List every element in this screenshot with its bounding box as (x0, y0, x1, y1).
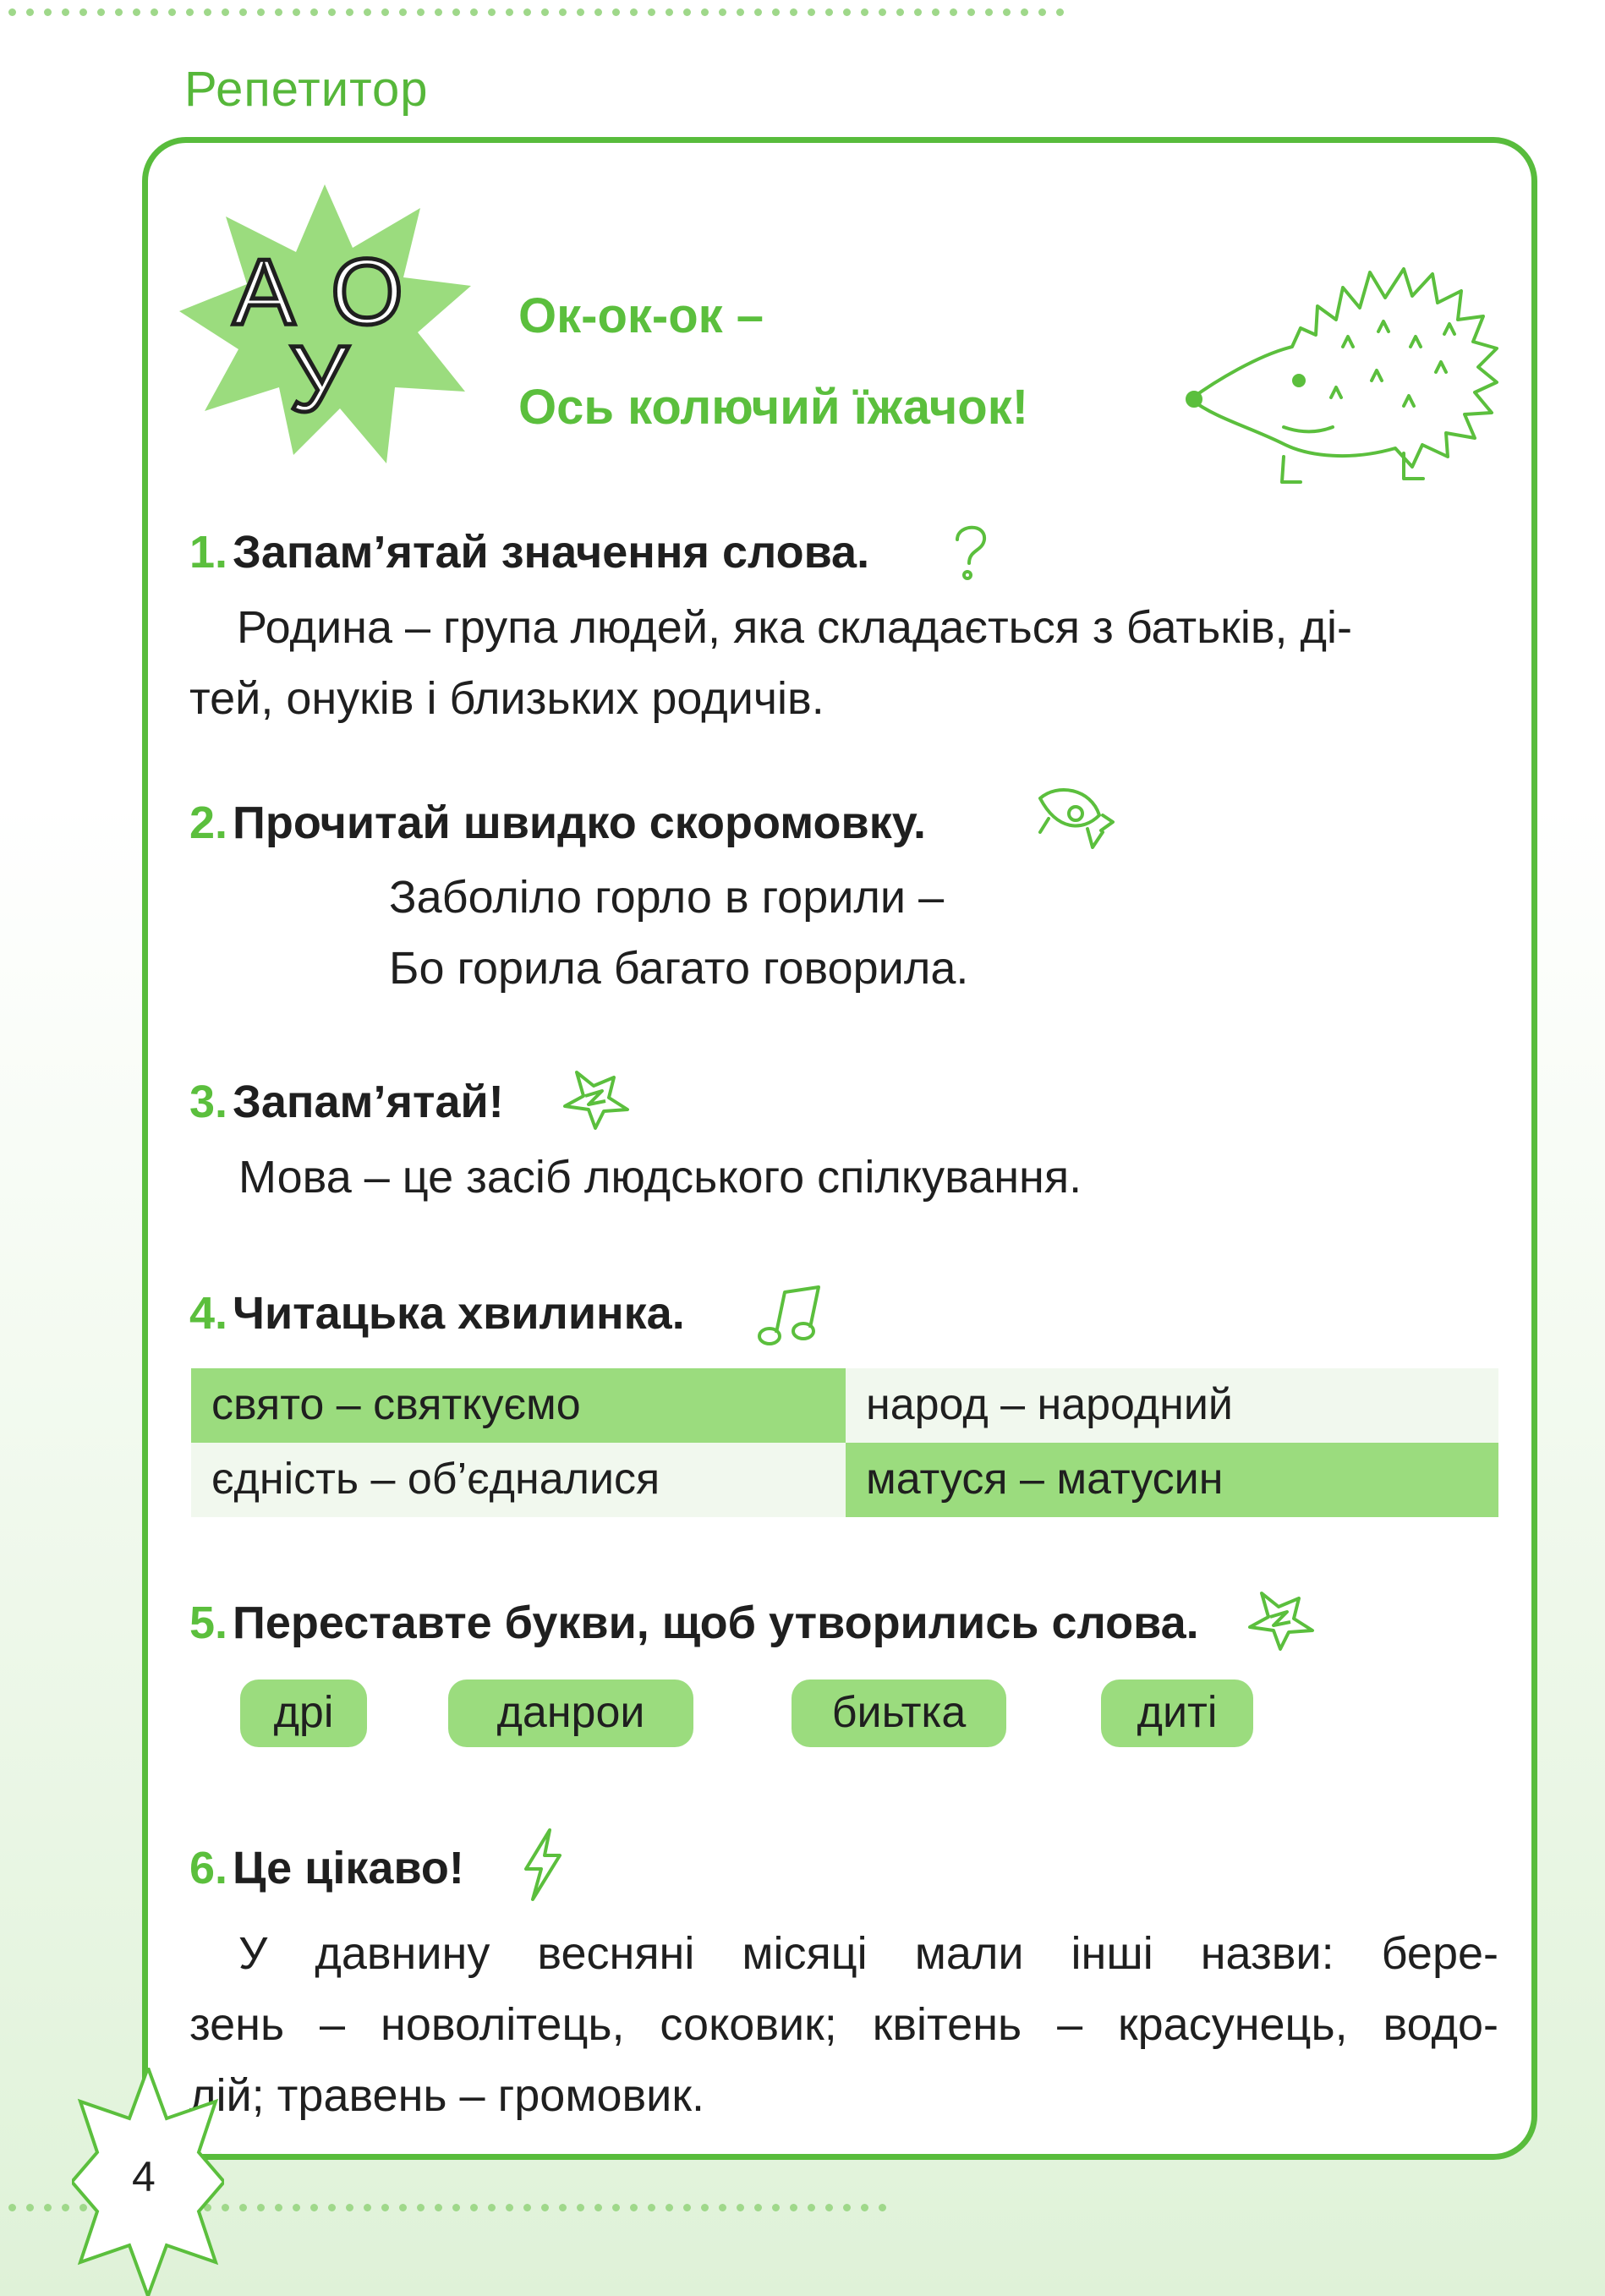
task-1-text-line-2: тей, онуків і близьких родичів. (189, 673, 824, 724)
poem-line-1: Ок-ок-ок – (518, 288, 764, 343)
task-3-number: 3. (189, 1077, 228, 1127)
task-4-number: 4. (189, 1288, 228, 1339)
task-1-title-text: Запам’ятай значення слова. (233, 527, 870, 578)
star-icon (1245, 1588, 1316, 1652)
poem-line-2: Ось колючий їжачок! (518, 380, 1029, 435)
task-2-number: 2. (189, 797, 228, 848)
badge-letter-o: О (331, 240, 403, 344)
task-3-title (189, 1076, 504, 1128)
tongue-twister-line-1: Заболіло горло в горили – (389, 872, 945, 923)
question-icon (949, 521, 991, 582)
task-5-number: 5. (189, 1597, 228, 1648)
hedgehog-icon (1182, 254, 1504, 490)
task-5-title-text: Переставте букви, щоб утворились слова. (233, 1597, 1199, 1648)
music-note-icon (756, 1284, 827, 1348)
scrambled-word: биьтка (792, 1680, 1006, 1747)
top-dotted-border (8, 8, 1108, 17)
vowels-star-badge (179, 184, 471, 463)
task-2-title (189, 797, 926, 849)
scrambled-word: диті (1101, 1680, 1253, 1747)
badge-letter-a: А (233, 240, 295, 344)
scrambled-word: дрі (240, 1680, 367, 1747)
task-4-title-text: Читацька хвилинка. (233, 1288, 685, 1339)
task-6-number: 6. (189, 1843, 228, 1893)
task-4-title (189, 1287, 685, 1340)
lightning-icon (519, 1827, 567, 1903)
task-1-title (189, 526, 869, 578)
task-6-title-text: Це цікаво! (233, 1843, 464, 1893)
task-1-number: 1. (189, 527, 228, 578)
task-3-title-text: Запам’ятай! (233, 1077, 504, 1127)
task-6-text-line-2: зень – новолітець, соковик; квітень – красунець, водо- (189, 1999, 1498, 2050)
tongue-twister-line-2: Бо горила багато говорила. (389, 943, 969, 994)
task-3-text: Мова – це засіб людського спілкування. (238, 1152, 1082, 1203)
task-6-text-line-3: лій; травень – громовик. (189, 2070, 704, 2121)
task-6-text-line-1: У давнину весняні місяці мали інші назви: бере- (238, 1928, 1498, 1979)
task-1-text-line-1: Родина – група людей, яка складається з батьків, ді- (237, 602, 1353, 653)
star-icon (560, 1067, 631, 1132)
badge-letter-u: У (289, 327, 348, 431)
task-5-title (189, 1597, 1199, 1649)
word-pair-cell: матуся – матусин (846, 1443, 1498, 1517)
word-pair-cell: єдність – об’єдналися (191, 1443, 846, 1517)
page-number: 4 (132, 2153, 156, 2200)
task-6-title (189, 1842, 464, 1894)
header-title: Репетитор (184, 62, 429, 117)
scrambled-word: данрои (448, 1680, 693, 1747)
word-pair-cell: народ – народний (846, 1368, 1498, 1443)
word-pair-cell: свято – святкуємо (191, 1368, 846, 1443)
rocket-icon (1032, 781, 1116, 858)
task-2-title-text: Прочитай швидко скоромовку. (233, 797, 927, 848)
word-pairs-table (191, 1368, 1498, 1517)
